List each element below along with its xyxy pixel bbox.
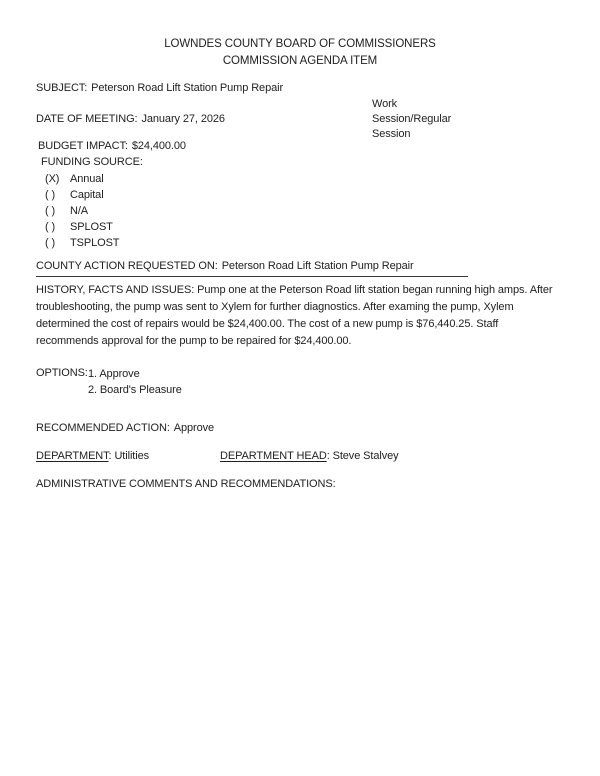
budget-impact-label: BUDGET IMPACT:	[38, 140, 128, 152]
funding-option-label: Capital	[70, 189, 104, 201]
document-title	[0, 36, 600, 70]
county-action-value: Peterson Road Lift Station Pump Repair	[221, 260, 414, 272]
recommended-action-label: RECOMMENDED ACTION:	[36, 422, 170, 434]
funding-source-list	[45, 171, 119, 251]
document-title-line2: COMMISSION AGENDA ITEM	[222, 55, 378, 67]
subject-label: SUBJECT:	[36, 82, 88, 94]
recommended-action-value: Approve	[173, 422, 215, 434]
department-label: DEPARTMENT	[36, 450, 109, 462]
department-value: : Utilities	[108, 450, 150, 462]
funding-option-mark: ( )	[45, 237, 56, 249]
budget-impact-value: $24,400.00	[131, 140, 186, 152]
funding-option-row	[45, 219, 119, 235]
funding-option-label: N/A	[70, 205, 89, 217]
funding-option-row	[45, 171, 119, 187]
option-item: 2. Board's Pleasure	[88, 384, 182, 396]
department-head-row	[220, 449, 399, 463]
document-title-line1: LOWNDES COUNTY BOARD OF COMMISSIONERS	[164, 38, 436, 50]
subject-row	[36, 81, 283, 95]
history-line: troubleshooting, the pump was sent to Xylem for further diagnostics. After examing the pump, Xylem	[36, 301, 514, 313]
options-list	[88, 366, 182, 398]
admin-comments-heading: ADMINISTRATIVE COMMENTS AND RECOMMENDATIONS:	[36, 478, 336, 490]
funding-option-label: SPLOST	[70, 221, 113, 233]
option-item: 1. Approve	[88, 368, 140, 380]
funding-option-mark: ( )	[45, 205, 56, 217]
meeting-date-value: January 27, 2026	[141, 113, 225, 125]
funding-option-label: TSPLOST	[70, 237, 120, 249]
department-row	[36, 449, 149, 463]
budget-impact-row	[38, 139, 186, 153]
funding-option-mark: ( )	[45, 189, 56, 201]
history-line: determined the cost of repairs would be $24,400.00. The cost of a new pump is $76,440.25. Staff	[36, 318, 499, 330]
subject-value: Peterson Road Lift Station Pump Repair	[91, 82, 284, 94]
history-line: recommends approval for the pump to be repaired for $24,400.00.	[36, 335, 352, 347]
funding-option-mark: ( )	[45, 221, 56, 233]
meeting-date-row	[36, 112, 225, 126]
options-label: OPTIONS:	[36, 367, 88, 379]
funding-source-label: FUNDING SOURCE:	[41, 156, 143, 168]
history-paragraph	[36, 282, 552, 350]
funding-option-row	[45, 235, 119, 251]
history-line: HISTORY, FACTS AND ISSUES: Pump one at the Peterson Road lift station began running high amps. After	[36, 284, 553, 296]
funding-option-label: Annual	[70, 173, 104, 185]
county-action-line	[36, 259, 468, 277]
funding-option-mark: (X)	[45, 173, 60, 185]
session-note: Work Session/Regular Session	[372, 98, 452, 140]
recommended-action-row	[36, 421, 214, 435]
funding-option-row	[45, 187, 119, 203]
county-action-label: COUNTY ACTION REQUESTED ON:	[36, 260, 218, 272]
department-head-label: DEPARTMENT HEAD	[220, 450, 327, 462]
funding-option-row	[45, 203, 119, 219]
meeting-date-label: DATE OF MEETING:	[36, 113, 138, 125]
department-head-value: : Steve Stalvey	[326, 450, 399, 462]
